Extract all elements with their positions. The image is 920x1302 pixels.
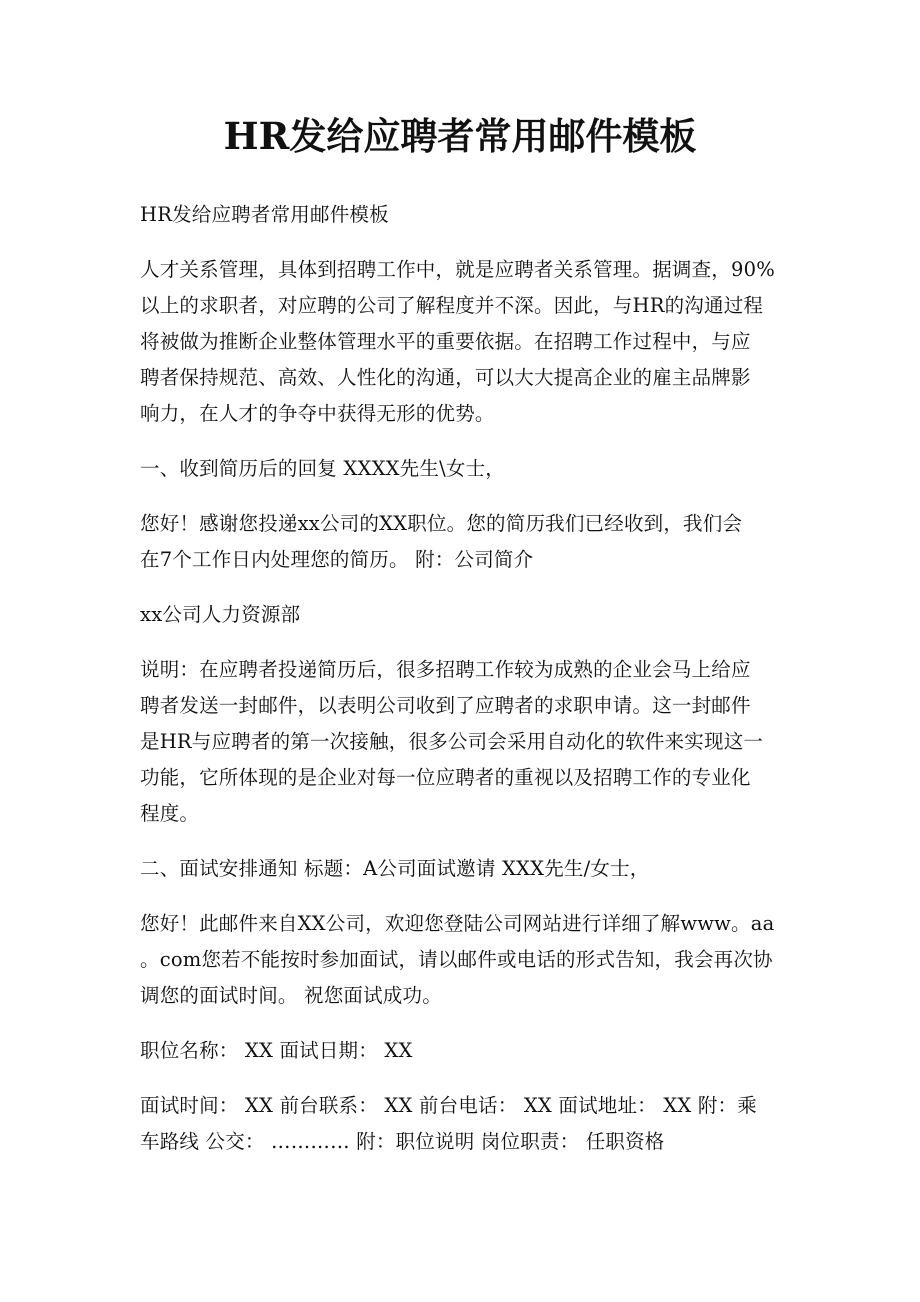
- text-line: 调您的面试时间。 祝您面试成功。: [140, 984, 442, 1007]
- text-line: 人才关系管理，具体到招聘工作中，就是应聘者关系管理。据调查，90%: [140, 258, 775, 281]
- text-line: 。com您若不能按时参加面试，请以邮件或电话的形式告知，我会再次协: [140, 948, 773, 971]
- text-line: 响力，在人才的争夺中获得无形的优势。: [140, 402, 495, 425]
- text-line: 是HR与应聘者的第一次接触，很多公司会采用自动化的软件来实现这一: [140, 730, 764, 753]
- section-heading-1: [140, 451, 785, 487]
- page-title: HR发给应聘者常用邮件模板: [223, 114, 697, 158]
- text-line: 功能，它所体现的是企业对每一位应聘者的重视以及招聘工作的专业化: [140, 766, 751, 789]
- text-line: 将被做为推断企业整体管理水平的重要依据。在招聘工作过程中，与应: [140, 330, 751, 353]
- text-line: 面试时间： XX 前台联系： XX 前台电话： XX 面试地址： XX 附：乘: [140, 1094, 757, 1117]
- text-line: 程度。: [140, 802, 200, 825]
- text-line: 聘者发送一封邮件，以表明公司收到了应聘者的求职申请。这一封邮件: [140, 694, 751, 717]
- paragraph-reply: [140, 506, 785, 578]
- text-line: 说明：在应聘者投递简历后，很多招聘工作较为成熟的企业会马上给应: [140, 658, 751, 681]
- text-line: xx公司人力资源部: [140, 603, 301, 626]
- text-line: 职位名称： XX 面试日期： XX: [140, 1039, 413, 1062]
- paragraph-position-info: [140, 1033, 785, 1069]
- paragraph-interview-details: [140, 1088, 785, 1160]
- text-line: 您好！此邮件来自XX公司，欢迎您登陆公司网站进行详细了解www。aa: [140, 912, 775, 935]
- paragraph-subtitle: [140, 197, 785, 233]
- text-line: 以上的求职者，对应聘的公司了解程度并不深。因此，与HR的沟通过程: [140, 294, 764, 317]
- text-line: 您好！感谢您投递xx公司的XX职位。您的简历我们已经收到，我们会: [140, 512, 743, 535]
- document-body: [140, 197, 785, 1179]
- text-line: 聘者保持规范、高效、人性化的沟通，可以大大提高企业的雇主品牌影: [140, 366, 751, 389]
- paragraph-interview-notice: [140, 906, 785, 1014]
- paragraph-explanation: [140, 652, 785, 832]
- text-line: HR发给应聘者常用邮件模板: [140, 203, 389, 226]
- section-heading-2: [140, 851, 785, 887]
- text-line: 在7个工作日内处理您的简历。 附：公司简介: [140, 548, 534, 571]
- text-line: 一、收到简历后的回复 XXXX先生\女士，: [140, 457, 505, 480]
- paragraph-intro: [140, 252, 785, 432]
- text-line: 车路线 公交： ………… 附：职位说明 岗位职责： 任职资格: [140, 1130, 665, 1153]
- paragraph-signature: [140, 597, 785, 633]
- text-line: 二、面试安排通知 标题：A公司面试邀请 XXX先生/女士，: [140, 857, 650, 880]
